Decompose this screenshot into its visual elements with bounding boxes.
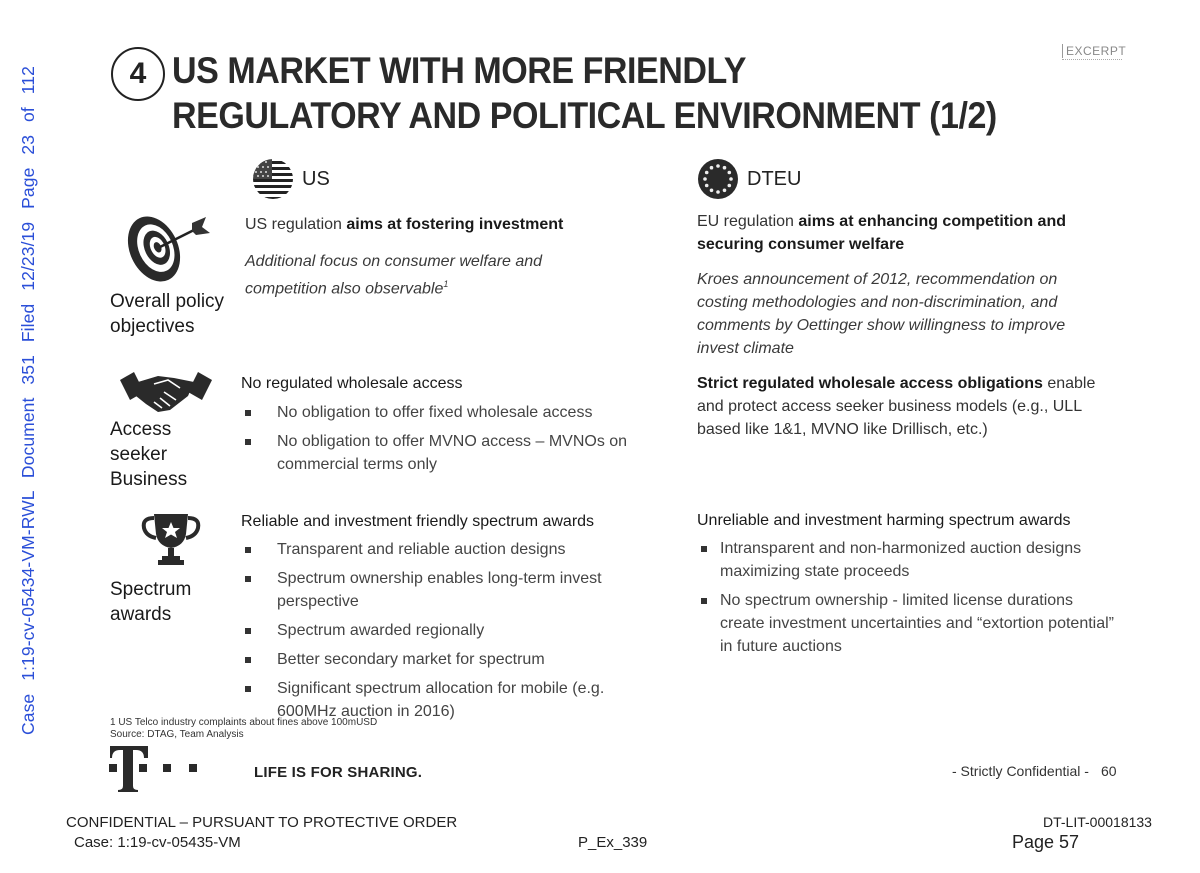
bullet-item: Intransparent and non-harmonized auction designs maximizing state proceeds: [697, 537, 1117, 583]
us-spectrum-bullets: [241, 538, 681, 723]
bates-number: DT-LIT-00018133: [1043, 814, 1152, 830]
us-policy-statement: aims at fostering investment: [346, 216, 564, 233]
eu-access-cell: [697, 372, 1117, 441]
row-label-line: Spectrum: [110, 579, 192, 600]
bullet-item: Better secondary market for spectrum: [241, 648, 681, 671]
exhibit-number: P_Ex_339: [578, 834, 648, 851]
eu-access-bold: Strict regulated wholesale access obligations: [697, 375, 1043, 392]
page-number: Page 57: [1012, 832, 1080, 852]
section-number-badge: [111, 47, 165, 101]
tagline: LIFE IS FOR SHARING.: [254, 764, 423, 781]
eu-spectrum-heading: Unreliable and investment harming spectrum awards: [697, 512, 1071, 529]
row-label-line: seeker: [110, 444, 168, 465]
case-number: Case: 1:19-cv-05435-VM: [74, 834, 241, 851]
eu-policy-statement: aims at enhancing competition and securing consumer welfare: [697, 213, 1066, 253]
us-policy-note: Additional focus on consumer welfare and competition also observable: [245, 253, 543, 298]
eu-spectrum-cell: [697, 509, 1117, 664]
confidentiality-text: - Strictly Confidential -: [952, 763, 1089, 779]
page-title-line-1: US MARKET WITH MORE FRIENDLY: [172, 50, 747, 91]
eu-access-text: enable and protect access seeker business models (e.g., ULL based like 1&1, MVNO like Drillisch, etc.): [697, 375, 1096, 438]
protective-order-notice: CONFIDENTIAL – PURSUANT TO PROTECTIVE ORDER: [66, 814, 458, 831]
bullet-item: Spectrum ownership enables long-term invest perspective: [241, 567, 681, 613]
column-label-eu: DTEU: [747, 167, 802, 190]
us-access-bullets: [241, 401, 661, 476]
handshake-icon: [118, 368, 214, 421]
column-label-us: US: [302, 167, 330, 190]
trophy-icon: [140, 510, 202, 573]
excerpt-stamp: EXCERPT: [1062, 44, 1126, 58]
us-policy-prefix: US regulation: [245, 216, 347, 233]
target-icon: [118, 205, 213, 290]
column-header-us: [252, 158, 330, 200]
excerpt-stamp-underline: [1062, 59, 1122, 62]
bullet-item: Transparent and reliable auction designs: [241, 538, 681, 561]
us-access-heading: No regulated wholesale access: [241, 375, 463, 392]
confidentiality-marker: [952, 763, 1117, 779]
row-label-spectrum-awards: [110, 577, 191, 627]
row-label-overall-policy: [110, 289, 224, 339]
row-label-line: awards: [110, 604, 172, 625]
source-text: Source: DTAG, Team Analysis: [110, 729, 244, 740]
eu-policy-note: Kroes announcement of 2012, recommendation on costing methodologies and non-discrimination, and comments by Oettinger show willingness to improve invest climate: [697, 271, 1066, 357]
us-spectrum-heading: Reliable and investment friendly spectrum awards: [241, 513, 595, 530]
bullet-item: Spectrum awarded regionally: [241, 619, 681, 642]
eu-policy-cell: [697, 210, 1097, 360]
page-title-line-2: REGULATORY AND POLITICAL ENVIRONMENT (1/2): [172, 95, 997, 136]
footnote-block: [110, 717, 377, 741]
us-policy-cell: [245, 213, 665, 300]
us-access-cell: [241, 372, 661, 482]
bullet-item: No obligation to offer MVNO access – MVNOs on commercial terms only: [241, 430, 661, 476]
eu-spectrum-bullets: [697, 537, 1117, 658]
row-label-line: Business: [110, 469, 188, 490]
bullet-item: No spectrum ownership - limited license durations create investment uncertainties and “extortion potential” in future auctions: [697, 589, 1117, 658]
row-label-line: objectives: [110, 316, 195, 337]
column-header-eu: [697, 158, 801, 200]
telekom-t-logo: [108, 744, 208, 799]
section-number: 4: [129, 57, 147, 90]
row-label-access-seeker: [110, 417, 187, 492]
court-filing-stamp: [8, 40, 48, 760]
slide-number: 60: [1100, 763, 1117, 779]
us-flag-icon: [252, 158, 294, 200]
bullet-item: Significant spectrum allocation for mobile (e.g. 600MHz auction in 2016): [241, 677, 661, 723]
footnote-text: 1 US Telco industry complaints about fines above 100mUSD: [110, 717, 378, 728]
eu-policy-prefix: EU regulation: [697, 213, 799, 230]
footnote-mark: 1: [443, 279, 449, 289]
eu-flag-icon: [697, 158, 739, 200]
row-label-line: Access: [110, 419, 172, 440]
us-spectrum-cell: [241, 510, 681, 729]
row-label-line: Overall policy: [110, 291, 225, 312]
bullet-item: No obligation to offer fixed wholesale access: [241, 401, 661, 424]
court-filing-stamp-text: Case 1:19-cv-05434-VM-RWL Document 351 Filed 12/23/19 Page 23 of 112: [17, 65, 38, 735]
